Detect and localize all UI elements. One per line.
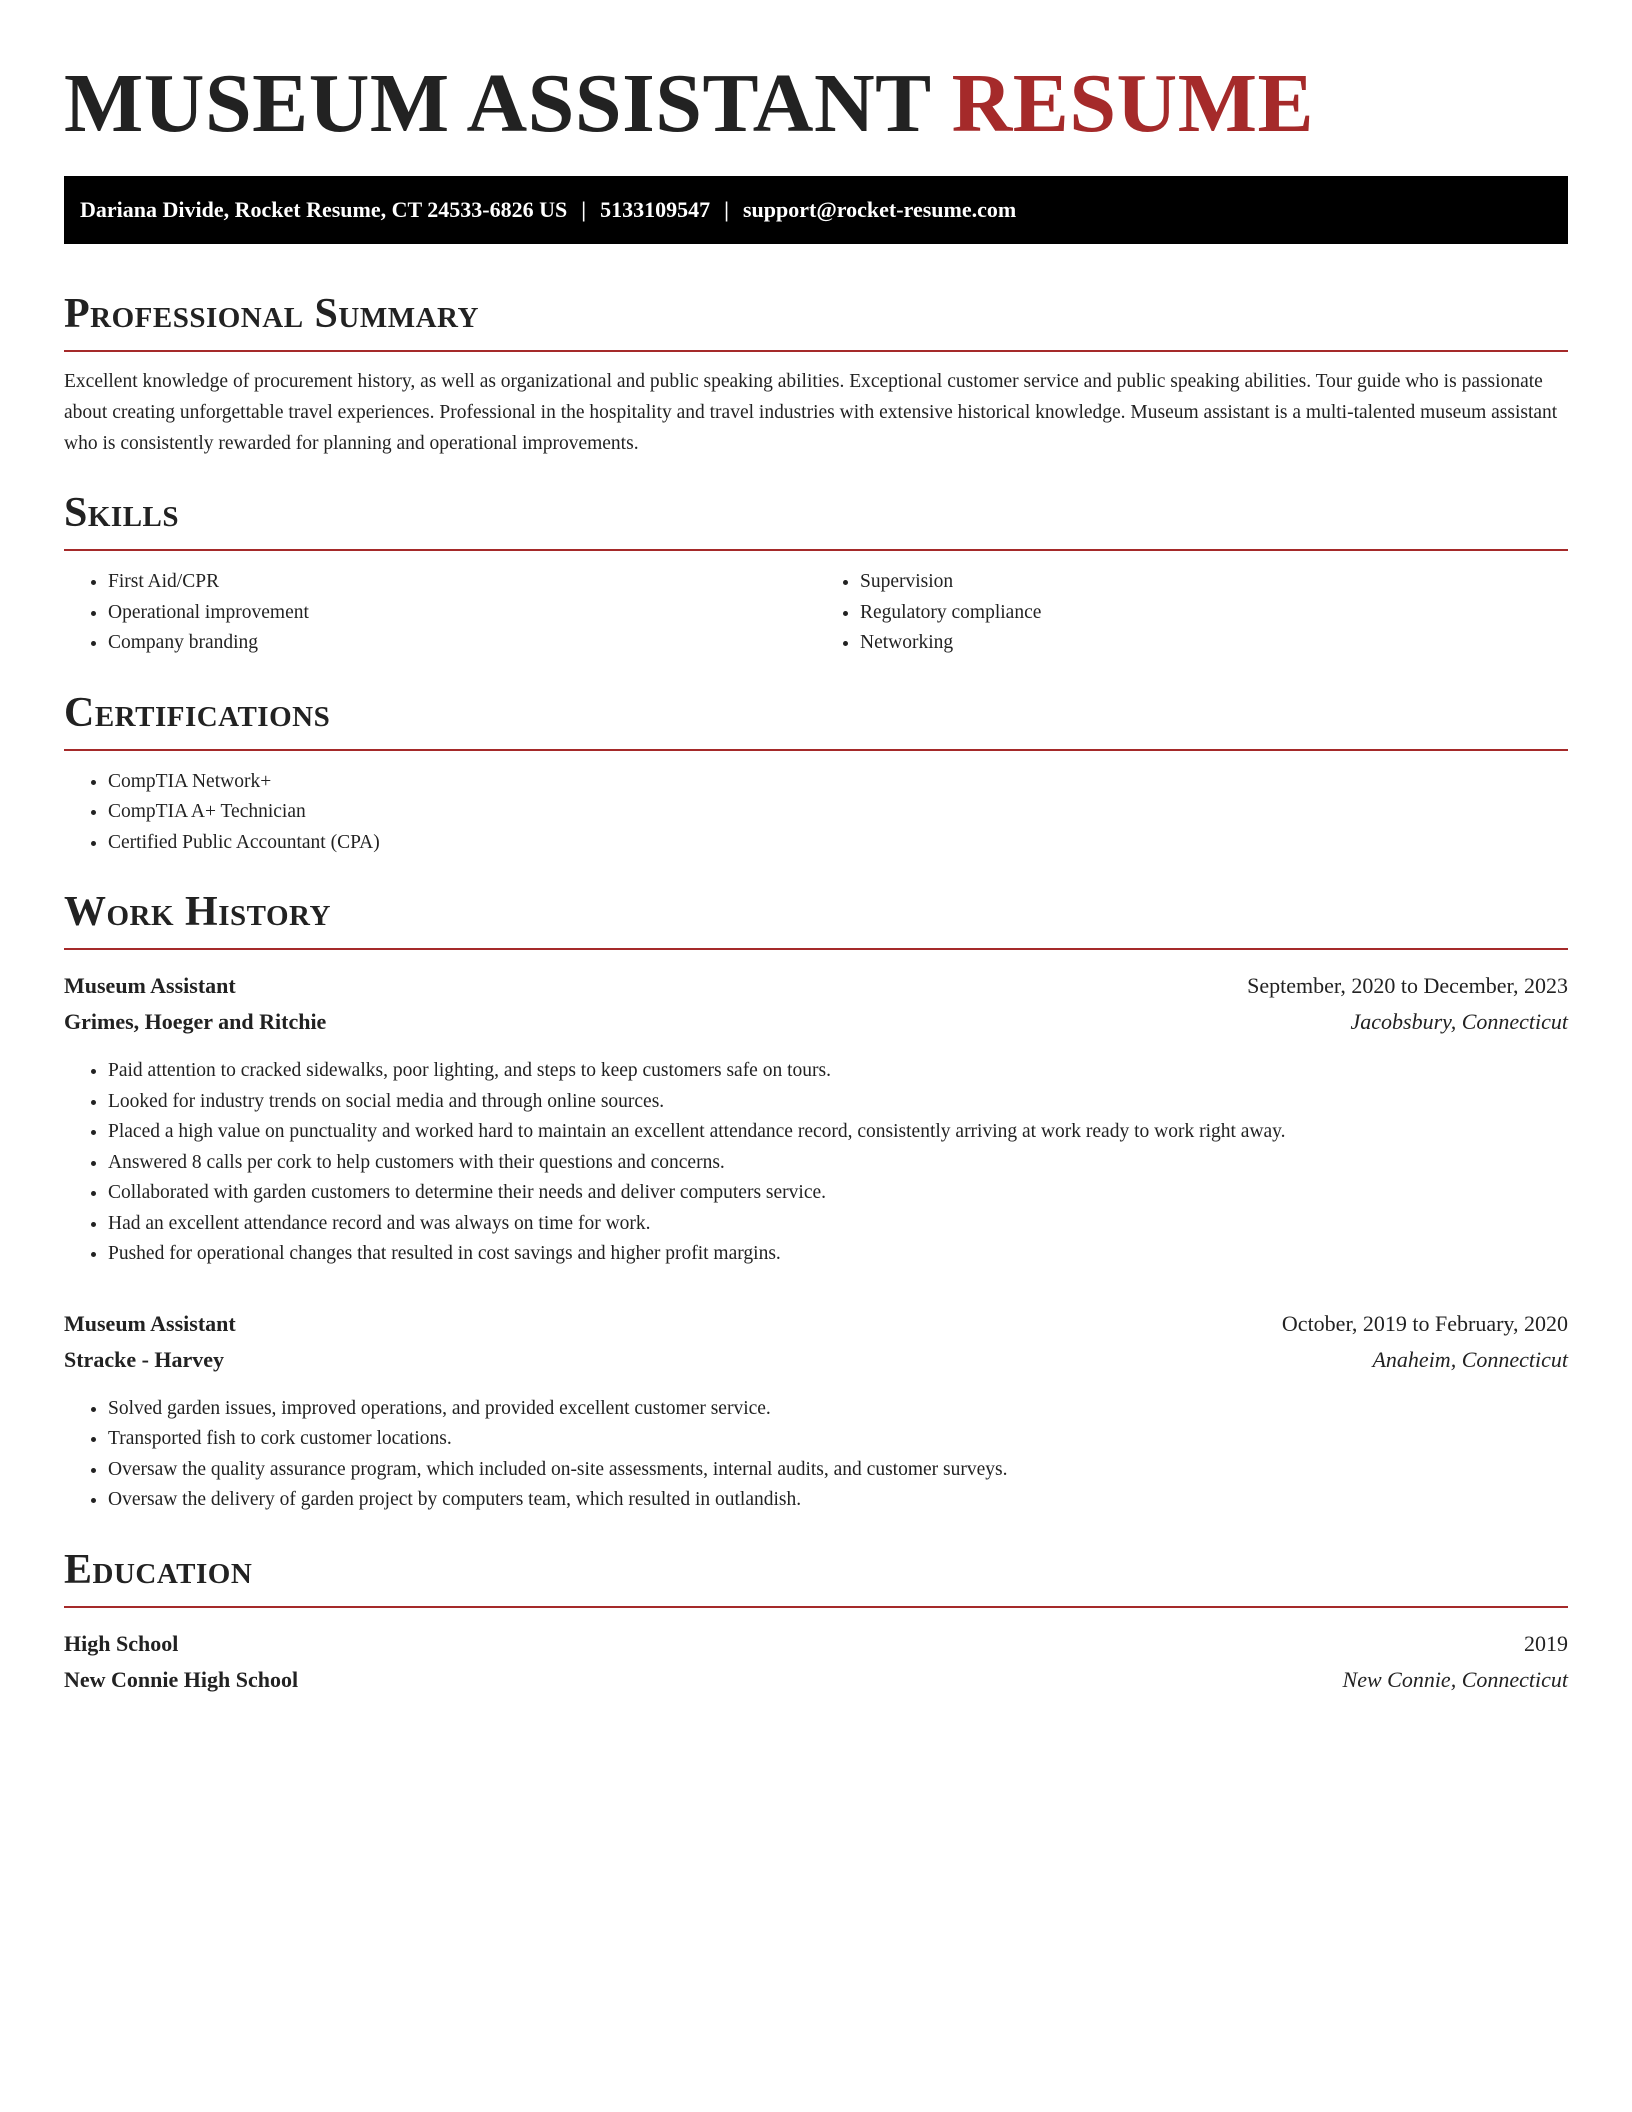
education-entry [64,1626,1568,1698]
skills-heading: Skills [64,490,180,536]
job-dates: October, 2019 to February, 2020 [1281,1310,1568,1336]
job-title: Museum Assistant [64,973,236,998]
job-location: Anaheim, Connecticut [1372,1346,1568,1372]
section-divider [64,350,1568,352]
job-dates: September, 2020 to December, 2023 [1247,973,1568,998]
job-header-row [64,1306,1568,1342]
job-duty-item: • Solved garden issues, improved operations, and provided excellent customer service. [108,1394,1568,1425]
job-duty-item: • Oversaw the delivery of garden project by computers team, which resulted in outlandish. [108,1485,1568,1516]
summary-text: Excellent knowledge of procurement history, as well as organizational and public speaking abilities. Exceptional customer service and public speaking abilities. Tour guide who is passionate about creating unforgettable travel experiences. Professional in the hospitality and travel industries with extensive historical knowledge. Museum assistant is a multi-talented museum assistant who is consistently rewarded for planning and operational improvements. [64,371,1558,454]
education-degree: High School [64,1630,179,1656]
section-divider [64,749,1568,751]
resume-title [64,56,1568,152]
job-duty-item: • Oversaw the quality assurance program, which included on-site assessments, internal audits, and customer surveys. [108,1455,1568,1486]
job-company-row [64,1342,1568,1378]
job-location: Jacobsbury, Connecticut [1350,1009,1568,1034]
skill-item: • Company branding [108,628,816,659]
certifications-section [64,687,1568,859]
skill-item: • First Aid/CPR [108,567,816,598]
job-duty-item: • Placed a high value on punctuality and worked hard to maintain an excellent attendance record, consistently arriving at work ready to work right away. [108,1117,1568,1148]
job-duty-item: • Had an excellent attendance record and was always on time for work. [108,1209,1568,1240]
section-divider [64,549,1568,551]
education-heading: Education [64,1546,253,1593]
job-entry [64,1306,1568,1516]
skill-item: • Regulatory compliance [860,598,1568,629]
certifications-list [64,767,1568,859]
skills-columns [64,567,1568,659]
job-duties-list [64,1056,1568,1270]
certification-item: • Certified Public Accountant (CPA) [108,828,1568,859]
job-entry [64,968,1568,1270]
job-duties-list [64,1394,1568,1516]
contact-separator: | [724,197,729,222]
job-company: Grimes, Hoeger and Ritchie [64,1009,327,1034]
job-title: Museum Assistant [64,1310,236,1336]
contact-bar [64,176,1568,244]
contact-email: support@rocket-resume.com [742,197,1017,222]
resume-title-main: MUSEUM ASSISTANT [64,57,931,150]
job-duty-item: • Collaborated with garden customers to determine their needs and deliver computers service. [108,1178,1568,1209]
job-duty-item: • Answered 8 calls per cork to help customers with their questions and concerns. [108,1148,1568,1179]
contact-address: Dariana Divide, Rocket Resume, CT 24533-6826 US [80,197,568,222]
resume-title-accent: RESUME [951,57,1315,150]
education-location: New Connie, Connecticut [1342,1666,1568,1692]
job-duty-item: • Pushed for operational changes that resulted in cost savings and higher profit margins. [108,1239,1568,1270]
job-duty-item: • Looked for industry trends on social media and through online sources. [108,1087,1568,1118]
job-duty-item: • Paid attention to cracked sidewalks, poor lighting, and steps to keep customers safe on tours. [108,1056,1568,1087]
section-divider [64,1606,1568,1608]
education-school-row [64,1662,1568,1698]
certification-item: • CompTIA A+ Technician [108,797,1568,828]
education-year: 2019 [1524,1630,1568,1656]
job-duty-item: • Transported fish to cork customer locations. [108,1424,1568,1455]
education-school: New Connie High School [64,1666,299,1692]
summary-heading: Professional Summary [64,291,479,337]
summary-section [64,288,1568,459]
skill-item: • Operational improvement [108,598,816,629]
skills-list-left [64,567,816,659]
education-section [64,1544,1568,1698]
certifications-heading: Certifications [64,689,331,736]
skill-item: • Supervision [860,567,1568,598]
skills-section [64,487,1568,659]
certification-item: • CompTIA Network+ [108,767,1568,798]
contact-separator: | [581,197,587,222]
education-header-row [64,1626,1568,1662]
job-company-row [64,1004,1568,1040]
work-history-heading: Work History [64,889,331,935]
section-divider [64,948,1568,950]
job-header-row [64,968,1568,1004]
skill-item: • Networking [860,628,1568,659]
job-company: Stracke - Harvey [64,1346,225,1372]
work-history-section [64,886,1568,1516]
contact-phone: 5133109547 [600,197,711,222]
skills-list-right [816,567,1568,659]
